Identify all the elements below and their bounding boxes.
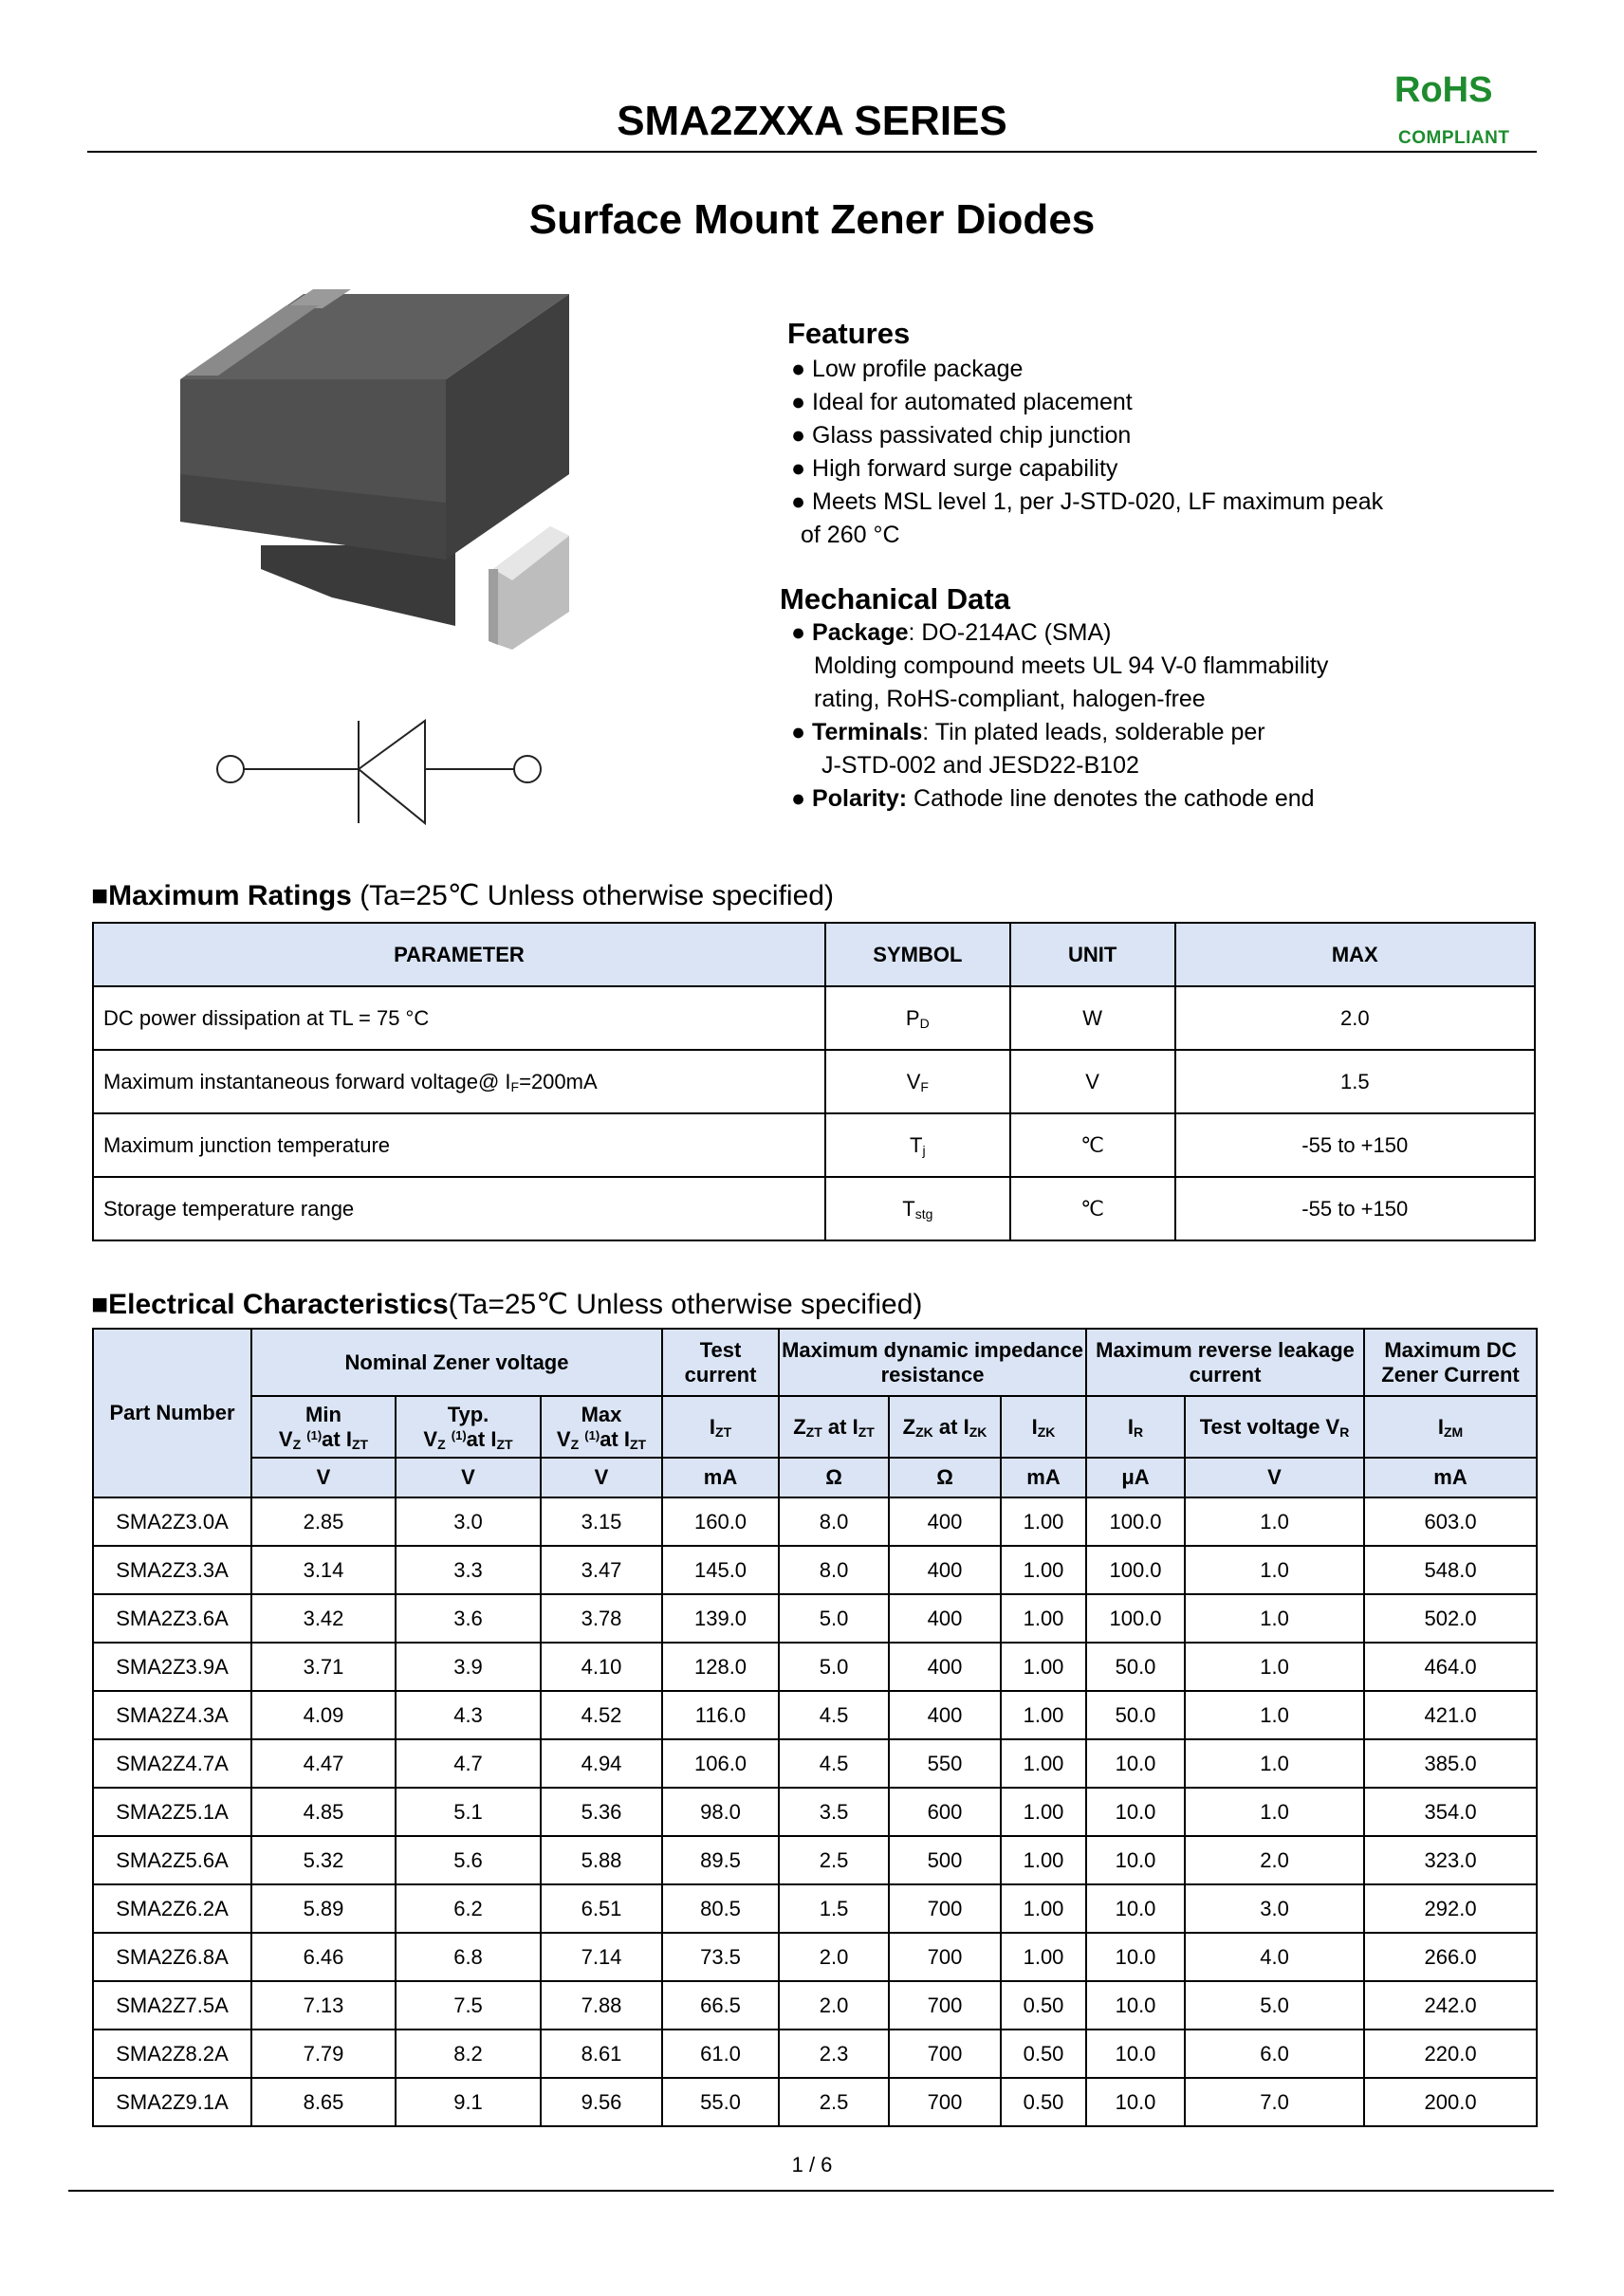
value-cell: 9.1 bbox=[396, 2078, 541, 2126]
zzk-header: $Z_{ZK}$ at $I_{ZK}$ bbox=[889, 1396, 1001, 1458]
value-cell: 220.0 bbox=[1364, 2030, 1537, 2078]
value-cell: 2.0 bbox=[1185, 1836, 1364, 1884]
part-number-cell: SMA2Z3.3A bbox=[93, 1546, 251, 1594]
value-cell: 3.78 bbox=[541, 1594, 662, 1643]
value-cell: 5.6 bbox=[396, 1836, 541, 1884]
parameter-cell: Maximum instantaneous forward voltage@ $I_F=200mA$ bbox=[93, 1050, 825, 1113]
value-cell: 66.5 bbox=[662, 1981, 779, 2030]
maximum-ratings-title: Maximum Ratings bbox=[108, 880, 352, 911]
series-title: SMA2ZXXA SERIES bbox=[617, 98, 1007, 144]
value-cell: 6.0 bbox=[1185, 2030, 1364, 2078]
value-cell: 4.09 bbox=[251, 1691, 396, 1739]
polarity-label: Polarity: bbox=[812, 785, 908, 812]
column-header: SYMBOL bbox=[825, 923, 1010, 986]
table-subheader-row bbox=[93, 1396, 1537, 1458]
unit-cell: μA bbox=[1086, 1458, 1185, 1497]
value-cell: 1.0 bbox=[1185, 1546, 1364, 1594]
value-cell: 4.3 bbox=[396, 1691, 541, 1739]
page-number: 1 / 6 bbox=[791, 2153, 833, 2177]
value-cell: 7.13 bbox=[251, 1981, 396, 2030]
part-number-header: Part Number bbox=[93, 1329, 251, 1497]
value-cell: 200.0 bbox=[1364, 2078, 1537, 2126]
part-number-cell: SMA2Z9.1A bbox=[93, 2078, 251, 2126]
sma-package-illustration bbox=[171, 285, 607, 664]
table-row bbox=[93, 1113, 1535, 1177]
maximum-ratings-condition: (Ta=25℃ Unless otherwise specified) bbox=[360, 880, 834, 911]
value-cell: 1.0 bbox=[1185, 1739, 1364, 1788]
unit-cell: mA bbox=[662, 1458, 779, 1497]
value-cell: 8.0 bbox=[779, 1497, 889, 1546]
unit-cell: W bbox=[1010, 986, 1175, 1050]
value-cell: 502.0 bbox=[1364, 1594, 1537, 1643]
value-cell: 145.0 bbox=[662, 1546, 779, 1594]
electrical-characteristics-heading: ■Electrical Characteristics(Ta=25℃ Unless otherwise specified) bbox=[91, 1289, 923, 1320]
unit-cell: Ω bbox=[889, 1458, 1001, 1497]
reverse-leakage-header: Maximum reverse leakage current bbox=[1086, 1329, 1364, 1396]
value-cell: 464.0 bbox=[1364, 1643, 1537, 1691]
value-cell: 1.00 bbox=[1001, 1836, 1086, 1884]
value-cell: 8.0 bbox=[779, 1546, 889, 1594]
symbol-cell: $T_j$ bbox=[825, 1113, 1010, 1177]
table-row bbox=[93, 1981, 1537, 2030]
mechanical-data-list bbox=[791, 616, 1328, 816]
value-cell: 0.50 bbox=[1001, 2078, 1086, 2126]
value-cell: 603.0 bbox=[1364, 1497, 1537, 1546]
unit-cell: mA bbox=[1001, 1458, 1086, 1497]
vz-max-header: Max $V_Z$ $^{(1)}$at $I_{ZT}$ bbox=[541, 1396, 662, 1458]
table-units-row bbox=[93, 1458, 1537, 1497]
value-cell: 1.00 bbox=[1001, 1884, 1086, 1933]
package-value: : DO-214AC (SMA) bbox=[908, 619, 1112, 646]
value-cell: 116.0 bbox=[662, 1691, 779, 1739]
feature-item: ● High forward surge capability bbox=[791, 455, 1118, 482]
terminals-value: : Tin plated leads, solderable per bbox=[922, 719, 1265, 745]
value-cell: 3.9 bbox=[396, 1643, 541, 1691]
value-cell: 266.0 bbox=[1364, 1933, 1537, 1981]
part-number-cell: SMA2Z8.2A bbox=[93, 2030, 251, 2078]
value-cell: 700 bbox=[889, 1884, 1001, 1933]
value-cell: 10.0 bbox=[1086, 1981, 1185, 2030]
value-cell: 1.0 bbox=[1185, 1643, 1364, 1691]
table-row bbox=[93, 986, 1535, 1050]
value-cell: 1.00 bbox=[1001, 1788, 1086, 1836]
parameter-cell: Maximum junction temperature bbox=[93, 1113, 825, 1177]
column-header: PARAMETER bbox=[93, 923, 825, 986]
value-cell: 50.0 bbox=[1086, 1643, 1185, 1691]
value-cell: 4.10 bbox=[541, 1643, 662, 1691]
value-cell: 5.0 bbox=[779, 1643, 889, 1691]
rohs-logo-text: RoHS bbox=[1394, 70, 1493, 110]
table-row bbox=[93, 1739, 1537, 1788]
max-cell: 1.5 bbox=[1175, 1050, 1535, 1113]
value-cell: 2.5 bbox=[779, 2078, 889, 2126]
value-cell: 7.88 bbox=[541, 1981, 662, 2030]
part-number-cell: SMA2Z7.5A bbox=[93, 1981, 251, 2030]
value-cell: 500 bbox=[889, 1836, 1001, 1884]
symbol-cell: $P_D$ bbox=[825, 986, 1010, 1050]
package-line-2: Molding compound meets UL 94 V-0 flammability bbox=[814, 652, 1329, 679]
value-cell: 700 bbox=[889, 2030, 1001, 2078]
electrical-characteristics-table bbox=[92, 1328, 1538, 2127]
value-cell: 5.88 bbox=[541, 1836, 662, 1884]
unit-cell: ℃ bbox=[1010, 1177, 1175, 1240]
value-cell: 1.00 bbox=[1001, 1497, 1086, 1546]
rohs-compliant-text: COMPLIANT bbox=[1398, 128, 1510, 148]
value-cell: 7.14 bbox=[541, 1933, 662, 1981]
table-row bbox=[93, 1643, 1537, 1691]
value-cell: 9.56 bbox=[541, 2078, 662, 2126]
symbol-cell: $V_F$ bbox=[825, 1050, 1010, 1113]
value-cell: 323.0 bbox=[1364, 1836, 1537, 1884]
value-cell: 6.2 bbox=[396, 1884, 541, 1933]
value-cell: 3.3 bbox=[396, 1546, 541, 1594]
value-cell: 3.0 bbox=[1185, 1884, 1364, 1933]
column-header: UNIT bbox=[1010, 923, 1175, 986]
value-cell: 4.0 bbox=[1185, 1933, 1364, 1981]
value-cell: 421.0 bbox=[1364, 1691, 1537, 1739]
value-cell: 4.5 bbox=[779, 1691, 889, 1739]
value-cell: 400 bbox=[889, 1497, 1001, 1546]
value-cell: 385.0 bbox=[1364, 1739, 1537, 1788]
column-header: MAX bbox=[1175, 923, 1535, 986]
value-cell: 242.0 bbox=[1364, 1981, 1537, 2030]
value-cell: 7.79 bbox=[251, 2030, 396, 2078]
electrical-characteristics-title: Electrical Characteristics bbox=[108, 1289, 449, 1320]
table-row bbox=[93, 1177, 1535, 1240]
value-cell: 292.0 bbox=[1364, 1884, 1537, 1933]
vz-min-header: Min $V_Z$ $^{(1)}$at $I_{ZT}$ bbox=[251, 1396, 396, 1458]
value-cell: 5.0 bbox=[1185, 1981, 1364, 2030]
table-row bbox=[93, 1933, 1537, 1981]
value-cell: 2.85 bbox=[251, 1497, 396, 1546]
value-cell: 3.14 bbox=[251, 1546, 396, 1594]
ir-header: $I_R$ bbox=[1086, 1396, 1185, 1458]
value-cell: 100.0 bbox=[1086, 1497, 1185, 1546]
mechanical-data-title: Mechanical Data bbox=[780, 582, 1010, 615]
value-cell: 8.2 bbox=[396, 2030, 541, 2078]
value-cell: 2.5 bbox=[779, 1836, 889, 1884]
value-cell: 354.0 bbox=[1364, 1788, 1537, 1836]
value-cell: 80.5 bbox=[662, 1884, 779, 1933]
header-divider bbox=[87, 151, 1537, 153]
table-row bbox=[93, 1546, 1537, 1594]
unit-cell: V bbox=[1185, 1458, 1364, 1497]
features-title: Features bbox=[787, 317, 911, 350]
value-cell: 400 bbox=[889, 1594, 1001, 1643]
value-cell: 2.0 bbox=[779, 1981, 889, 2030]
footer-divider bbox=[68, 2190, 1554, 2192]
value-cell: 10.0 bbox=[1086, 1739, 1185, 1788]
value-cell: 4.52 bbox=[541, 1691, 662, 1739]
value-cell: 10.0 bbox=[1086, 2030, 1185, 2078]
features-list bbox=[791, 353, 1383, 552]
value-cell: 10.0 bbox=[1086, 2078, 1185, 2126]
feature-item: ● Low profile package bbox=[791, 356, 1024, 382]
value-cell: 4.7 bbox=[396, 1739, 541, 1788]
zzt-header: $Z_{ZT}$ at $I_{ZT}$ bbox=[779, 1396, 889, 1458]
value-cell: 1.5 bbox=[779, 1884, 889, 1933]
value-cell: 1.00 bbox=[1001, 1546, 1086, 1594]
table-header-row bbox=[93, 923, 1535, 986]
unit-cell: V bbox=[396, 1458, 541, 1497]
value-cell: 6.46 bbox=[251, 1933, 396, 1981]
unit-cell: V bbox=[541, 1458, 662, 1497]
value-cell: 1.0 bbox=[1185, 1497, 1364, 1546]
package-line: ● Package: DO-214AC (SMA) bbox=[791, 619, 1112, 646]
unit-cell: Ω bbox=[779, 1458, 889, 1497]
value-cell: 160.0 bbox=[662, 1497, 779, 1546]
symbol-cell: $T_{stg}$ bbox=[825, 1177, 1010, 1240]
value-cell: 10.0 bbox=[1086, 1884, 1185, 1933]
maximum-ratings-heading: ■Maximum Ratings (Ta=25℃ Unless otherwise specified) bbox=[91, 880, 834, 911]
izt-header: $I_{ZT}$ bbox=[662, 1396, 779, 1458]
part-number-cell: SMA2Z3.9A bbox=[93, 1643, 251, 1691]
value-cell: 0.50 bbox=[1001, 1981, 1086, 2030]
part-number-cell: SMA2Z5.1A bbox=[93, 1788, 251, 1836]
table-row bbox=[93, 1836, 1537, 1884]
table-row bbox=[93, 1788, 1537, 1836]
unit-cell: mA bbox=[1364, 1458, 1537, 1497]
max-cell: -55 to +150 bbox=[1175, 1177, 1535, 1240]
value-cell: 1.00 bbox=[1001, 1594, 1086, 1643]
package-line-3: rating, RoHS-compliant, halogen-free bbox=[814, 686, 1206, 712]
value-cell: 1.00 bbox=[1001, 1691, 1086, 1739]
max-cell: 2.0 bbox=[1175, 986, 1535, 1050]
value-cell: 4.85 bbox=[251, 1788, 396, 1836]
value-cell: 98.0 bbox=[662, 1788, 779, 1836]
document-subtitle: Surface Mount Zener Diodes bbox=[528, 196, 1096, 243]
value-cell: 550 bbox=[889, 1739, 1001, 1788]
value-cell: 700 bbox=[889, 1981, 1001, 2030]
electrical-characteristics-condition: (Ta=25℃ Unless otherwise specified) bbox=[448, 1289, 923, 1320]
test-voltage-header: Test voltage $V_R$ bbox=[1185, 1396, 1364, 1458]
value-cell: 5.0 bbox=[779, 1594, 889, 1643]
value-cell: 400 bbox=[889, 1643, 1001, 1691]
polarity-line: ● Polarity: Cathode line denotes the cathode end bbox=[791, 785, 1315, 812]
value-cell: 100.0 bbox=[1086, 1594, 1185, 1643]
unit-cell: ℃ bbox=[1010, 1113, 1175, 1177]
max-cell: -55 to +150 bbox=[1175, 1113, 1535, 1177]
table-row bbox=[93, 1691, 1537, 1739]
izm-header: $I_{ZM}$ bbox=[1364, 1396, 1537, 1458]
value-cell: 139.0 bbox=[662, 1594, 779, 1643]
vz-typ-header: Typ. $V_Z$ $^{(1)}$at $I_{ZT}$ bbox=[396, 1396, 541, 1458]
nominal-zener-voltage-header: Nominal Zener voltage bbox=[251, 1329, 662, 1396]
value-cell: 5.1 bbox=[396, 1788, 541, 1836]
value-cell: 400 bbox=[889, 1691, 1001, 1739]
value-cell: 3.15 bbox=[541, 1497, 662, 1546]
value-cell: 55.0 bbox=[662, 2078, 779, 2126]
value-cell: 3.47 bbox=[541, 1546, 662, 1594]
part-number-cell: SMA2Z3.6A bbox=[93, 1594, 251, 1643]
feature-item: ● Meets MSL level 1, per J-STD-020, LF maximum peak bbox=[791, 488, 1384, 515]
value-cell: 73.5 bbox=[662, 1933, 779, 1981]
value-cell: 7.0 bbox=[1185, 2078, 1364, 2126]
dc-zener-current-header: Maximum DC Zener Current bbox=[1364, 1329, 1537, 1396]
value-cell: 2.0 bbox=[779, 1933, 889, 1981]
parameter-cell: Storage temperature range bbox=[93, 1177, 825, 1240]
value-cell: 400 bbox=[889, 1546, 1001, 1594]
value-cell: 0.50 bbox=[1001, 2030, 1086, 2078]
value-cell: 50.0 bbox=[1086, 1691, 1185, 1739]
unit-cell: V bbox=[1010, 1050, 1175, 1113]
value-cell: 1.0 bbox=[1185, 1788, 1364, 1836]
diode-schematic-symbol bbox=[207, 711, 558, 835]
feature-item: ● Glass passivated chip junction bbox=[791, 422, 1132, 449]
value-cell: 106.0 bbox=[662, 1739, 779, 1788]
part-number-cell: SMA2Z3.0A bbox=[93, 1497, 251, 1546]
value-cell: 600 bbox=[889, 1788, 1001, 1836]
value-cell: 1.0 bbox=[1185, 1594, 1364, 1643]
package-label: Package bbox=[812, 619, 909, 646]
value-cell: 10.0 bbox=[1086, 1933, 1185, 1981]
value-cell: 700 bbox=[889, 2078, 1001, 2126]
value-cell: 128.0 bbox=[662, 1643, 779, 1691]
value-cell: 8.61 bbox=[541, 2030, 662, 2078]
value-cell: 1.00 bbox=[1001, 1739, 1086, 1788]
polarity-value: Cathode line denotes the cathode end bbox=[907, 785, 1315, 812]
feature-item-continuation: of 260 °C bbox=[801, 522, 900, 548]
table-row bbox=[93, 2030, 1537, 2078]
value-cell: 1.0 bbox=[1185, 1691, 1364, 1739]
part-number-cell: SMA2Z6.8A bbox=[93, 1933, 251, 1981]
value-cell: 700 bbox=[889, 1933, 1001, 1981]
table-header-row bbox=[93, 1329, 1537, 1396]
part-number-cell: SMA2Z4.7A bbox=[93, 1739, 251, 1788]
feature-item: ● Ideal for automated placement bbox=[791, 389, 1133, 415]
unit-cell: V bbox=[251, 1458, 396, 1497]
value-cell: 3.0 bbox=[396, 1497, 541, 1546]
izk-header: $I_{ZK}$ bbox=[1001, 1396, 1086, 1458]
parameter-cell: DC power dissipation at TL = 75 °C bbox=[93, 986, 825, 1050]
value-cell: 61.0 bbox=[662, 2030, 779, 2078]
value-cell: 89.5 bbox=[662, 1836, 779, 1884]
value-cell: 548.0 bbox=[1364, 1546, 1537, 1594]
table-row bbox=[93, 2078, 1537, 2126]
value-cell: 4.94 bbox=[541, 1739, 662, 1788]
value-cell: 3.71 bbox=[251, 1643, 396, 1691]
electrical-table-body bbox=[93, 1497, 1537, 2126]
value-cell: 5.89 bbox=[251, 1884, 396, 1933]
value-cell: 8.65 bbox=[251, 2078, 396, 2126]
value-cell: 3.6 bbox=[396, 1594, 541, 1643]
maximum-ratings-table bbox=[92, 922, 1536, 1241]
value-cell: 3.5 bbox=[779, 1788, 889, 1836]
test-current-header: Test current bbox=[662, 1329, 779, 1396]
value-cell: 6.51 bbox=[541, 1884, 662, 1933]
table-row bbox=[93, 1884, 1537, 1933]
part-number-cell: SMA2Z4.3A bbox=[93, 1691, 251, 1739]
value-cell: 5.36 bbox=[541, 1788, 662, 1836]
terminals-line: ● Terminals: Tin plated leads, solderable per bbox=[791, 719, 1265, 745]
value-cell: 1.00 bbox=[1001, 1643, 1086, 1691]
table-row bbox=[93, 1050, 1535, 1113]
value-cell: 2.3 bbox=[779, 2030, 889, 2078]
value-cell: 10.0 bbox=[1086, 1788, 1185, 1836]
value-cell: 4.5 bbox=[779, 1739, 889, 1788]
value-cell: 4.47 bbox=[251, 1739, 396, 1788]
value-cell: 3.42 bbox=[251, 1594, 396, 1643]
value-cell: 5.32 bbox=[251, 1836, 396, 1884]
part-number-cell: SMA2Z6.2A bbox=[93, 1884, 251, 1933]
value-cell: 100.0 bbox=[1086, 1546, 1185, 1594]
terminals-line-2: J-STD-002 and JESD22-B102 bbox=[821, 752, 1139, 779]
table-row bbox=[93, 1497, 1537, 1546]
value-cell: 6.8 bbox=[396, 1933, 541, 1981]
terminals-label: Terminals bbox=[812, 719, 923, 745]
value-cell: 7.5 bbox=[396, 1981, 541, 2030]
value-cell: 10.0 bbox=[1086, 1836, 1185, 1884]
table-row bbox=[93, 1594, 1537, 1643]
value-cell: 1.00 bbox=[1001, 1933, 1086, 1981]
part-number-cell: SMA2Z5.6A bbox=[93, 1836, 251, 1884]
dynamic-impedance-header: Maximum dynamic impedance resistance bbox=[779, 1329, 1086, 1396]
